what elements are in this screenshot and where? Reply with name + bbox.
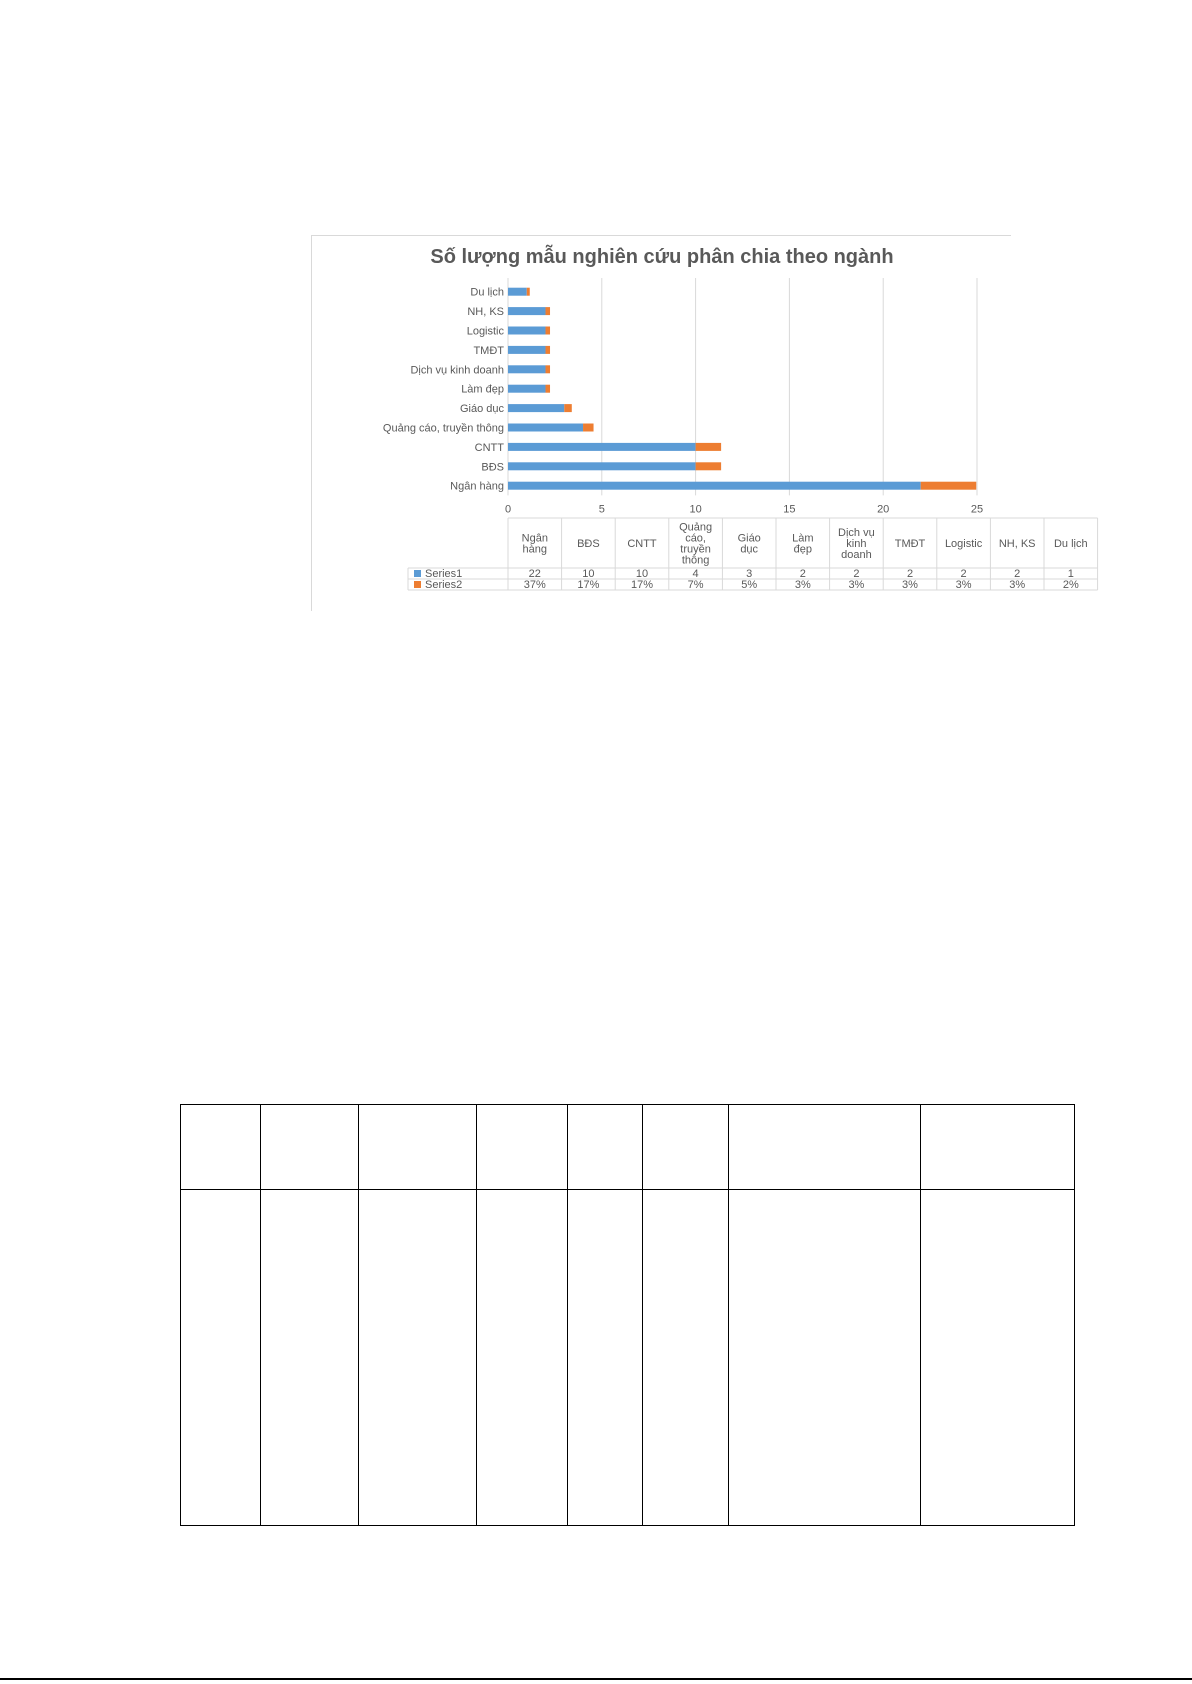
bar-series2 [546, 327, 551, 335]
table-cell [643, 1190, 729, 1526]
empty-table [180, 1104, 1075, 1526]
table-cell [181, 1190, 261, 1526]
bar-series2 [546, 385, 551, 393]
table-header-cell: CNTT [627, 538, 657, 550]
table-value-cell: 10 [582, 568, 595, 580]
category-label: Giáo dục [459, 403, 504, 416]
legend-label: Series2 [425, 579, 463, 591]
bar-series1 [508, 443, 696, 451]
chart-frame [311, 235, 1088, 611]
table-value-cell: 3% [848, 579, 865, 591]
table-header-cell: BĐS [577, 538, 600, 550]
category-label: CNTT [474, 441, 504, 454]
x-tick-label: 0 [504, 503, 512, 516]
bar-series1 [508, 424, 583, 432]
footer-rule [0, 1678, 1192, 1680]
table-cell [921, 1190, 1075, 1526]
table-cell [261, 1105, 359, 1190]
table-header-cell: Ngân hàng [521, 532, 548, 556]
table-value-cell: 10 [635, 568, 649, 580]
bar-series2 [564, 404, 572, 412]
bar-series1 [508, 385, 546, 393]
table-value-cell: 5% [741, 579, 758, 591]
table-header-cell: NH, KS [998, 538, 1036, 550]
legend-key-series2 [414, 581, 421, 588]
table-cell [921, 1105, 1075, 1190]
bar-series2 [696, 462, 722, 470]
bar-series1 [508, 346, 546, 354]
bar-series2 [546, 307, 551, 315]
table-value-cell: 3% [902, 579, 918, 591]
x-tick-label: 20 [877, 503, 890, 516]
table-cell [729, 1105, 921, 1190]
category-label: NH, KS [467, 306, 504, 319]
category-label: Du lịch [470, 286, 504, 299]
table-value-cell: 4 [692, 568, 699, 580]
table-value-cell: 3% [794, 579, 811, 591]
table-header-cell: Làm đẹp [792, 532, 814, 556]
bar-chart [312, 236, 1088, 612]
x-tick-label: 10 [689, 503, 702, 516]
table-cell [181, 1105, 261, 1190]
category-label: Dịch vụ kinh doanh [410, 364, 504, 377]
bar-series1 [508, 462, 696, 470]
table-cell [359, 1105, 477, 1190]
table-value-cell: 37% [523, 579, 546, 591]
table-value-cell: 2 [1014, 568, 1021, 580]
table-value-cell: 2 [906, 568, 914, 580]
table-cell [261, 1190, 359, 1526]
table-value-cell: 1 [1067, 568, 1074, 580]
table-header-row [181, 1105, 1075, 1190]
table-header-cell: Quảng cáo, truyền thông [679, 521, 713, 567]
table-value-cell: 17% [577, 579, 600, 591]
bar-series2 [546, 346, 551, 354]
table-cell [359, 1190, 477, 1526]
table-value-cell: 2% [1062, 579, 1079, 591]
table-header-cell: Logistic [944, 538, 983, 550]
table-header-cell: Du lịch [1053, 538, 1088, 550]
category-label: Làm đẹp [461, 383, 504, 396]
table-cell [477, 1105, 568, 1190]
category-label: Logistic [466, 325, 504, 338]
table-value-cell: 17% [630, 579, 654, 591]
category-label: Ngân hàng [450, 480, 504, 493]
table-value-cell: 2 [960, 568, 967, 580]
table-header-cell: Giáo dục [737, 532, 761, 556]
table-header-cell: Dịch vụ kinh doanh [838, 527, 875, 561]
legend-label: Series1 [425, 568, 463, 580]
table-cell [729, 1190, 921, 1526]
bar-series1 [508, 404, 564, 412]
x-tick-label: 25 [970, 503, 984, 516]
category-label: BĐS [481, 461, 504, 474]
category-label: TMĐT [473, 344, 504, 357]
bar-series2 [583, 424, 594, 432]
table-value-cell: 22 [528, 568, 541, 580]
bar-series1 [508, 327, 546, 335]
category-label: Quảng cáo, truyền thông [382, 422, 504, 435]
bar-series1 [508, 307, 546, 315]
bar-series1 [508, 365, 546, 373]
bar-series1 [508, 288, 527, 296]
table-value-cell: 2 [799, 568, 806, 580]
bar-series1 [508, 482, 921, 490]
legend-key-series1 [414, 570, 421, 577]
table-cell [568, 1190, 643, 1526]
table-value-cell: 3% [955, 579, 972, 591]
bar-series2 [921, 482, 977, 490]
table-row [181, 1190, 1075, 1526]
x-tick-label: 5 [598, 503, 605, 516]
table-cell [643, 1105, 729, 1190]
table-cell [568, 1105, 643, 1190]
table-header-cell: TMĐT [894, 538, 926, 550]
table-value-cell: 2 [853, 568, 860, 580]
table-cell [477, 1190, 568, 1526]
bar-series2 [696, 443, 722, 451]
table-value-cell: 3% [1009, 579, 1026, 591]
table-value-cell: 7% [687, 579, 704, 591]
x-tick-label: 15 [783, 503, 796, 516]
chart-title: Số lượng mẫu nghiên cứu phân chia theo ngành [430, 246, 894, 268]
bar-series2 [546, 365, 551, 373]
bar-series2 [527, 288, 530, 296]
table-value-cell: 3 [746, 568, 753, 580]
